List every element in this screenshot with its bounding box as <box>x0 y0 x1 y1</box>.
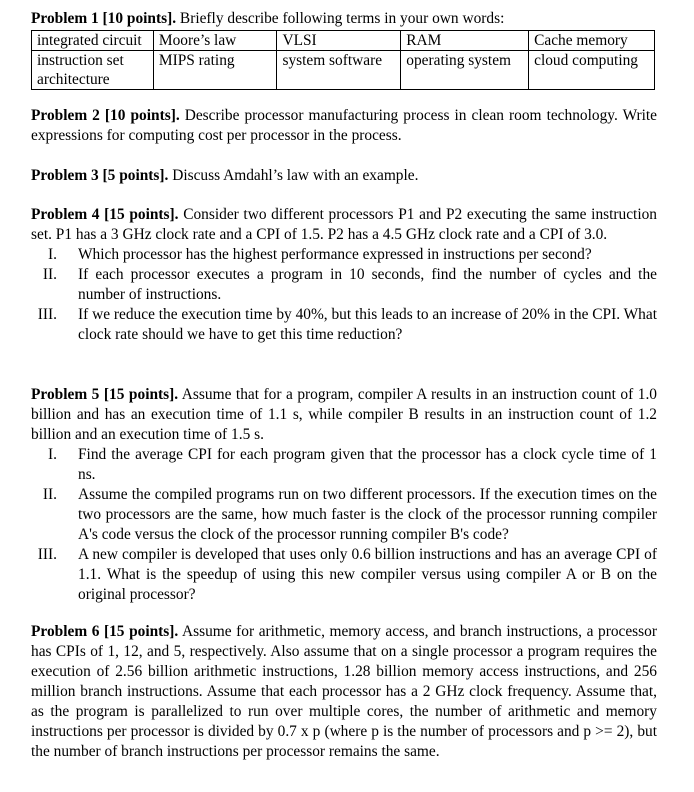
item-number: I. <box>48 446 57 463</box>
term-cell: RAM <box>401 31 529 51</box>
problem-3 <box>31 166 657 186</box>
term-cell: instruction set architecture <box>32 51 154 90</box>
term-cell: Moore’s law <box>153 31 277 51</box>
problem-4-text: Consider two different processors P1 and P2 executing the same instruction set. P1 has a 3 GHz clock rate and a CPI of 1.5. P2 has a 4.5 GHz clock rate and a CPI of 3.0. <box>31 206 657 243</box>
problem-1-text: Briefly describe following terms in your own words: <box>176 10 505 27</box>
problem-2-text: Describe processor manufacturing process in clean room technology. Write expressions for computing cost per processor in the process. <box>31 107 658 144</box>
terms-row <box>32 51 655 90</box>
problem-4-heading: Problem 4 [15 points]. <box>31 206 179 223</box>
problem-6-text: Assume for arithmetic, memory access, and branch instructions, a processor has CPIs of 1, 12, and 5, respectively. Also assume that on a single processor a program requires the execution of 2.56 billion arithmetic instructions, 1.28 billion memory access instructions, and 256 million branch instructions. Assume that each processor has a 2 GHz clock frequency. Assume that, as the program is parallelized to run over multiple cores, the number of arithmetic and memory instructions per processor is divided by 0.7 x p (where p is the number of processors and p >= 2), but the number of branch instructions per processor remains the same. <box>31 623 657 760</box>
terms-table <box>31 30 655 90</box>
term-cell: operating system <box>401 51 529 90</box>
item-text: If each processor executes a program in 10 seconds, find the number of cycles and the number of instructions. <box>78 266 657 303</box>
problem-4-subquestions <box>31 245 657 345</box>
problem-2 <box>31 106 657 146</box>
problem-2-heading: Problem 2 [10 points]. <box>31 107 180 124</box>
problem-3-statement <box>31 166 657 186</box>
problem-4 <box>31 205 657 345</box>
problem-5-text: Assume that for a program, compiler A results in an instruction count of 1.0 billion and has an execution time of 1.1 s, while compiler B results in an instruction count of 1.2 billion and an execution time of 1.5 s. <box>31 386 657 443</box>
list-item <box>31 305 657 345</box>
problem-4-statement <box>31 205 657 245</box>
problem-5 <box>31 385 657 605</box>
term-cell: cloud computing <box>529 51 655 90</box>
term-cell: MIPS rating <box>153 51 277 90</box>
item-text: Assume the compiled programs run on two different processors. If the execution times on the two processors are the same, how much faster is the clock of the processor running compiler A's code versus the clock of the processor running compiler B's code? <box>78 486 657 543</box>
term-cell: Cache memory <box>529 31 655 51</box>
list-item <box>31 445 657 485</box>
list-item <box>31 265 657 305</box>
problem-5-statement <box>31 385 657 445</box>
terms-row <box>32 31 655 51</box>
problem-5-subquestions <box>31 445 657 605</box>
problem-6-heading: Problem 6 [15 points]. <box>31 623 179 640</box>
item-text: Which processor has the highest performance expressed in instructions per second? <box>78 246 592 263</box>
problem-1-heading: Problem 1 [10 points]. <box>31 10 177 27</box>
problem-6 <box>31 622 657 762</box>
problem-2-statement <box>31 106 657 146</box>
item-number: III. <box>37 546 57 563</box>
item-text: Find the average CPI for each program given that the processor has a clock cycle time of 1 ns. <box>78 446 657 483</box>
list-item <box>31 485 657 545</box>
term-cell: integrated circuit <box>32 31 154 51</box>
item-number: II. <box>42 266 57 283</box>
item-text: If we reduce the execution time by 40%, but this leads to an increase of 20% in the CPI. What clock rate should we have to get this time reduction? <box>78 306 657 343</box>
item-number: II. <box>42 486 57 503</box>
list-item <box>31 245 657 265</box>
term-cell: system software <box>277 51 401 90</box>
item-number: I. <box>48 246 57 263</box>
problem-3-heading: Problem 3 [5 points]. <box>31 167 169 184</box>
problem-5-heading: Problem 5 [15 points]. <box>31 386 179 403</box>
term-cell: VLSI <box>277 31 401 51</box>
problem-6-statement <box>31 622 657 762</box>
problem-1 <box>31 9 657 29</box>
item-text: A new compiler is developed that uses only 0.6 billion instructions and has an average CPI of 1.1. What is the speedup of using this new compiler versus using compiler A or B on the original processor? <box>78 546 657 603</box>
item-number: III. <box>37 306 57 323</box>
problem-3-text: Discuss Amdahl’s law with an example. <box>168 167 419 184</box>
problem-1-statement <box>31 9 657 29</box>
list-item <box>31 545 657 605</box>
